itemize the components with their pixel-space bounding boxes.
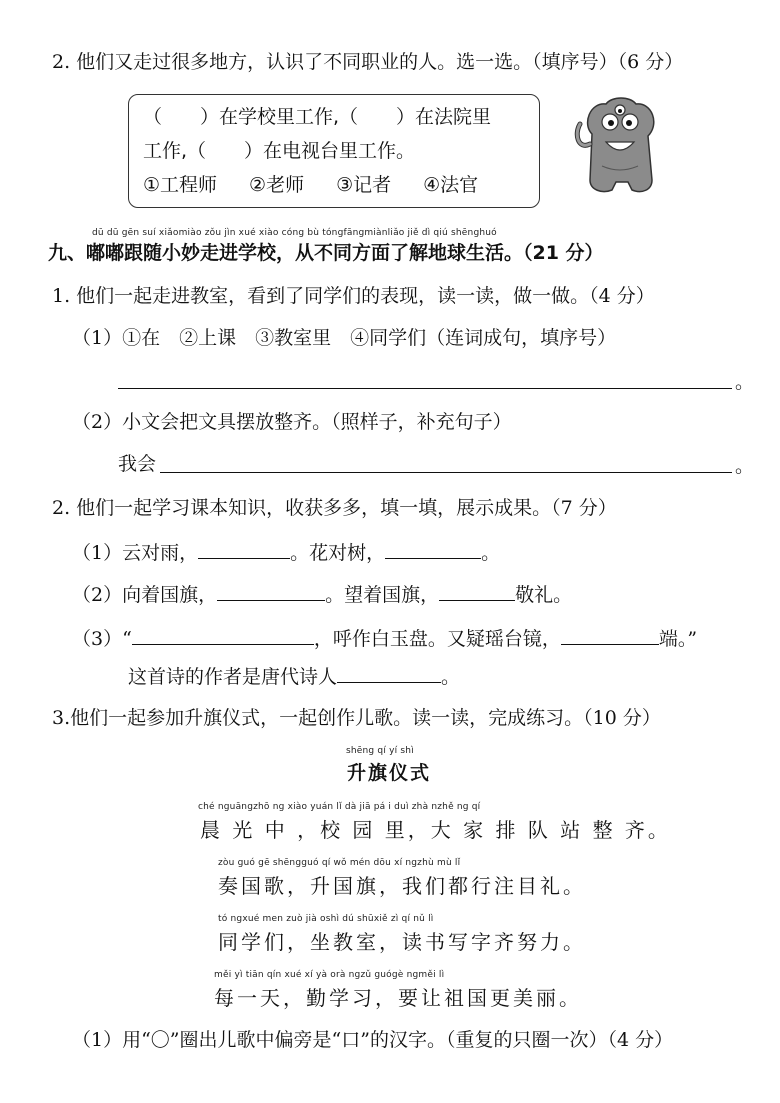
- s9q1-sub2: （2）小文会把文具摆放整齐。（照样子，补充句子）: [72, 411, 512, 433]
- poem-line-4: 每一天，勤学习，要让祖国更美丽。: [214, 986, 582, 1010]
- poem-line-1: 晨 光 中 ，校 园 里，大 家 排 队 站 整 齐。: [200, 818, 671, 842]
- poem-title-pinyin: shēng qí yí shì: [346, 746, 414, 756]
- poem-line-1-pinyin: ché nguāngzhō ng xiào yuán lǐ dà jiā pá i duì zhà nzhě ng qí: [198, 802, 481, 812]
- monster-mascot-icon: [572, 94, 668, 198]
- s9q2-line3: （3）“ ，呼作白玉盘。又疑瑶台镜， 端。”: [72, 628, 698, 650]
- blank-7[interactable]: [337, 664, 441, 683]
- option-judge: ④法官: [423, 174, 479, 196]
- poem-line-3-pinyin: tó ngxué men zuò jià oshì dú shūxiě zì qí nǔ lì: [218, 914, 434, 924]
- blank-5[interactable]: [132, 626, 314, 645]
- s9q1-sub1: （1）①在 ②上课 ③教室里 ④同学们（连词成句，填序号）: [72, 327, 617, 349]
- box-line-2: 工作,（ ）在电视台里工作。: [143, 140, 416, 162]
- poem-line-2: 奏国歌，升国旗，我们都行注目礼。: [218, 874, 586, 898]
- blank-3[interactable]: [217, 582, 325, 601]
- poem-line-2-pinyin: zòu guó gē shēngguó qí wǒ mén dōu xí ngzhù mù lǐ: [218, 858, 461, 868]
- poem-line-4-pinyin: měi yì tiān qín xué xí yà orà ngzǔ guógè ngměi lì: [214, 970, 445, 980]
- blank-2[interactable]: [385, 540, 481, 559]
- blank-1[interactable]: [198, 540, 290, 559]
- fill-box: [128, 94, 540, 208]
- s9q1-title: 1. 他们一起走进教室，看到了同学们的表现，读一读，做一做。（4 分）: [52, 285, 655, 307]
- question-2-intro: 2. 他们又走过很多地方，认识了不同职业的人。选一选。（填序号）（6 分）: [52, 51, 684, 73]
- s9q3-sub1: （1）用“〇”圈出儿歌中偏旁是“口”的汉字。（重复的只圈一次）（4 分）: [72, 1029, 674, 1051]
- option-reporter: ③记者: [336, 174, 392, 196]
- option-teacher: ②老师: [249, 174, 305, 196]
- s9q1-sub2-prefix: 我会: [118, 453, 157, 475]
- poem-line-3: 同学们，坐教室，读书写字齐努力。: [218, 930, 586, 954]
- s9q1-end1: 。: [735, 371, 755, 393]
- section-9-pinyin: dū dū gēn suí xiǎomiào zǒu jìn xué xiào cóng bù tóngfāngmiànliǎo jiě dì qiú shēnghuó: [92, 228, 497, 238]
- option-engineer: ①工程师: [143, 174, 218, 196]
- s9q3-title: 3.他们一起参加升旗仪式，一起创作儿歌。读一读，完成练习。（10 分）: [52, 707, 661, 729]
- s9q2-title: 2. 他们一起学习课本知识，收获多多，填一填，展示成果。（7 分）: [52, 497, 617, 519]
- box-options: [143, 173, 478, 197]
- blank-4[interactable]: [439, 582, 515, 601]
- box-line-1: （ ）在学校里工作,（ ）在法院里: [143, 106, 492, 128]
- blank-6[interactable]: [561, 626, 659, 645]
- s9q2-line4: 这首诗的作者是唐代诗人 。: [128, 666, 461, 688]
- poem-title: 升旗仪式: [347, 762, 432, 784]
- s9q2-line1: （1）云对雨， 。花对树， 。: [72, 542, 501, 564]
- s9q2-line2: （2）向着国旗， 。望着国旗， 敬礼。: [72, 584, 573, 606]
- answer-line-1[interactable]: [118, 388, 732, 389]
- section-9-title: 九、嘟嘟跟随小妙走进学校，从不同方面了解地球生活。（21 分）: [48, 242, 604, 264]
- s9q1-end2: 。: [735, 455, 755, 477]
- answer-line-2[interactable]: [160, 472, 732, 473]
